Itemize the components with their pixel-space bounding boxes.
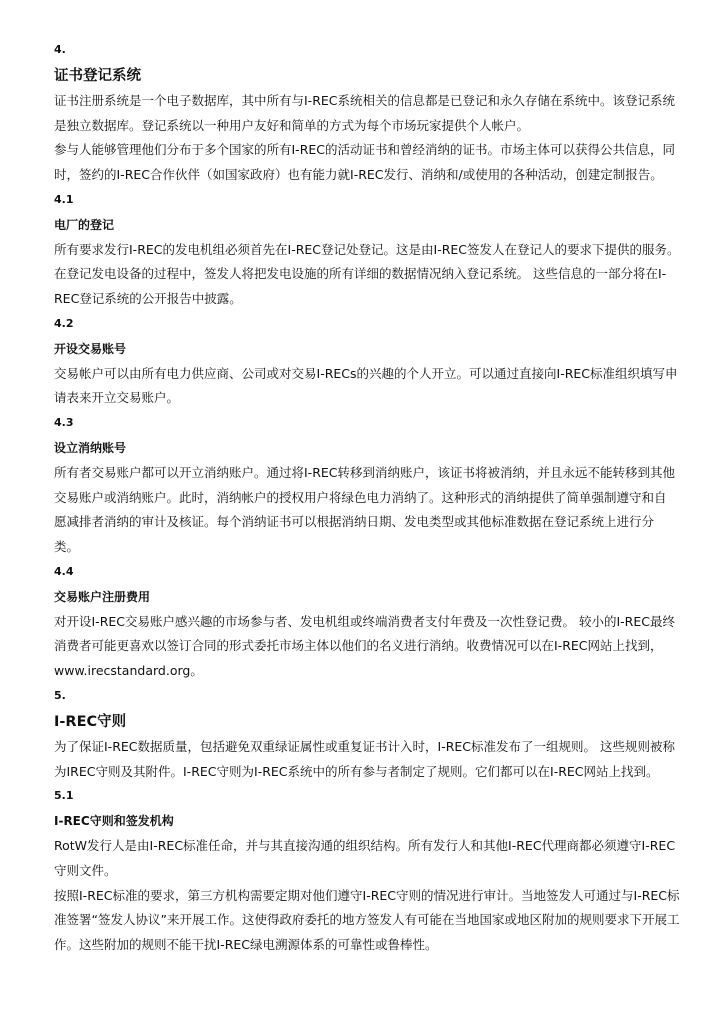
- paragraph-line: 类。: [54, 539, 80, 555]
- section-number: 4.4: [54, 564, 74, 578]
- paragraph-line: 为IREC守则及其附件。I-REC守则为I-REC系统中的所有参与者制定了规则。它们都可以在I-REC网站上找到。: [54, 763, 659, 779]
- paragraph-line: 是独立数据库。登记系统以一种用户友好和简单的方式为每个市场玩家提供个人帐户。: [54, 117, 530, 133]
- paragraph-line: 愿减排者消纳的审计及核证。每个消纳证书可以根据消纳日期、发电类型或其他标准数据在登记系统上进行分: [54, 514, 655, 530]
- section-heading: I-REC守则: [54, 713, 127, 730]
- paragraph-line: 在登记发电设备的过程中，签发人将把发电设施的所有详细的数据情况纳入登记系统。 这些信息的一部分将在I-: [54, 266, 667, 282]
- paragraph-line: 守则文件。: [54, 862, 117, 878]
- paragraph-line: 参与人能够管理他们分布于多个国家的所有I-REC的活动证书和曾经消纳的证书。市场主体可以获得公共信息，同: [54, 142, 676, 158]
- section-heading: 电厂的登记: [54, 217, 115, 232]
- document-page: [54, 38, 680, 958]
- section-heading: 设立消纳账号: [54, 440, 127, 455]
- paragraph-line: 作。这些附加的规则不能干扰I-REC绿电溯源体系的可靠性或鲁棒性。: [54, 937, 438, 953]
- section-heading: 证书登记系统: [54, 67, 141, 84]
- section-heading: 交易账户注册费用: [54, 589, 151, 604]
- paragraph-line: 交易账户或消纳账户。此时，消纳帐户的授权用户将绿色电力消纳了。这种形式的消纳提供了简单强制遵守和自: [54, 489, 667, 505]
- paragraph-line: 对开设I-REC交易账户感兴趣的市场参与者、发电机组或终端消费者支付年费及一次性登记费。 较小的I-REC最终: [54, 613, 675, 629]
- section-heading: 开设交易账号: [54, 341, 127, 356]
- paragraph-line: 消费者可能更喜欢以签订合同的形式委托市场主体以他们的名义进行消纳。收费情况可以在I-REC网站上找到，: [54, 638, 663, 654]
- section-number: 4.3: [54, 416, 74, 430]
- paragraph-line: 证书注册系统是一个电子数据库，其中所有与I-REC系统相关的信息都是已登记和永久存储在系统中。该登记系统: [54, 92, 676, 108]
- paragraph-line: 所有要求发行I-REC的发电机组必须首先在I-REC登记处登记。这是由I-REC签发人在登记人的要求下提供的服务。: [54, 241, 680, 257]
- paragraph-line: 请表来开立交易账户。: [54, 390, 180, 406]
- paragraph-line: 为了保证I-REC数据质量，包括避免双重绿证属性或重复证书计入时，I-REC标准发布了一组规则。 这些规则被称: [54, 738, 675, 754]
- paragraph-line: REC登记系统的公开报告中披露。: [54, 291, 242, 307]
- paragraph-line: 准签署“签发人协议”来开展工作。这使得政府委托的地方签发人有可能在当地国家或地区附加的规则要求下开展工: [54, 912, 680, 928]
- paragraph-line: RotW发行人是由I-REC标准任命，并与其直接沟通的组织结构。所有发行人和其他I-REC代理商都必须遵守I-REC: [54, 837, 676, 853]
- paragraph-line: 时，签约的I-REC合作伙伴（如国家政府）也有能力就I-REC发行、消纳和/或使用的各种活动，创建定制报告。: [54, 167, 663, 183]
- section-number: 4.2: [54, 316, 74, 330]
- paragraph-line: www.irecstandard.org。: [54, 663, 203, 679]
- section-number: 4.1: [54, 192, 74, 206]
- section-heading: I-REC守则和签发机构: [54, 814, 174, 829]
- paragraph-line: 交易帐户可以由所有电力供应商、公司或对交易I-RECs的兴趣的个人开立。可以通过直接向I-REC标准组织填写申: [54, 365, 678, 381]
- section-number: 5.1: [54, 789, 74, 803]
- paragraph-line: 按照I-REC标准的要求，第三方机构需要定期对他们遵守I-REC守则的情况进行审计。当地签发人可通过与I-REC标: [54, 887, 680, 903]
- section-number: 4.: [54, 43, 66, 56]
- section-number: 5.: [54, 688, 66, 702]
- paragraph-line: 所有者交易账户都可以开立消纳账户。通过将I-REC转移到消纳账户，该证书将被消纳，并且永远不能转移到其他: [54, 464, 676, 480]
